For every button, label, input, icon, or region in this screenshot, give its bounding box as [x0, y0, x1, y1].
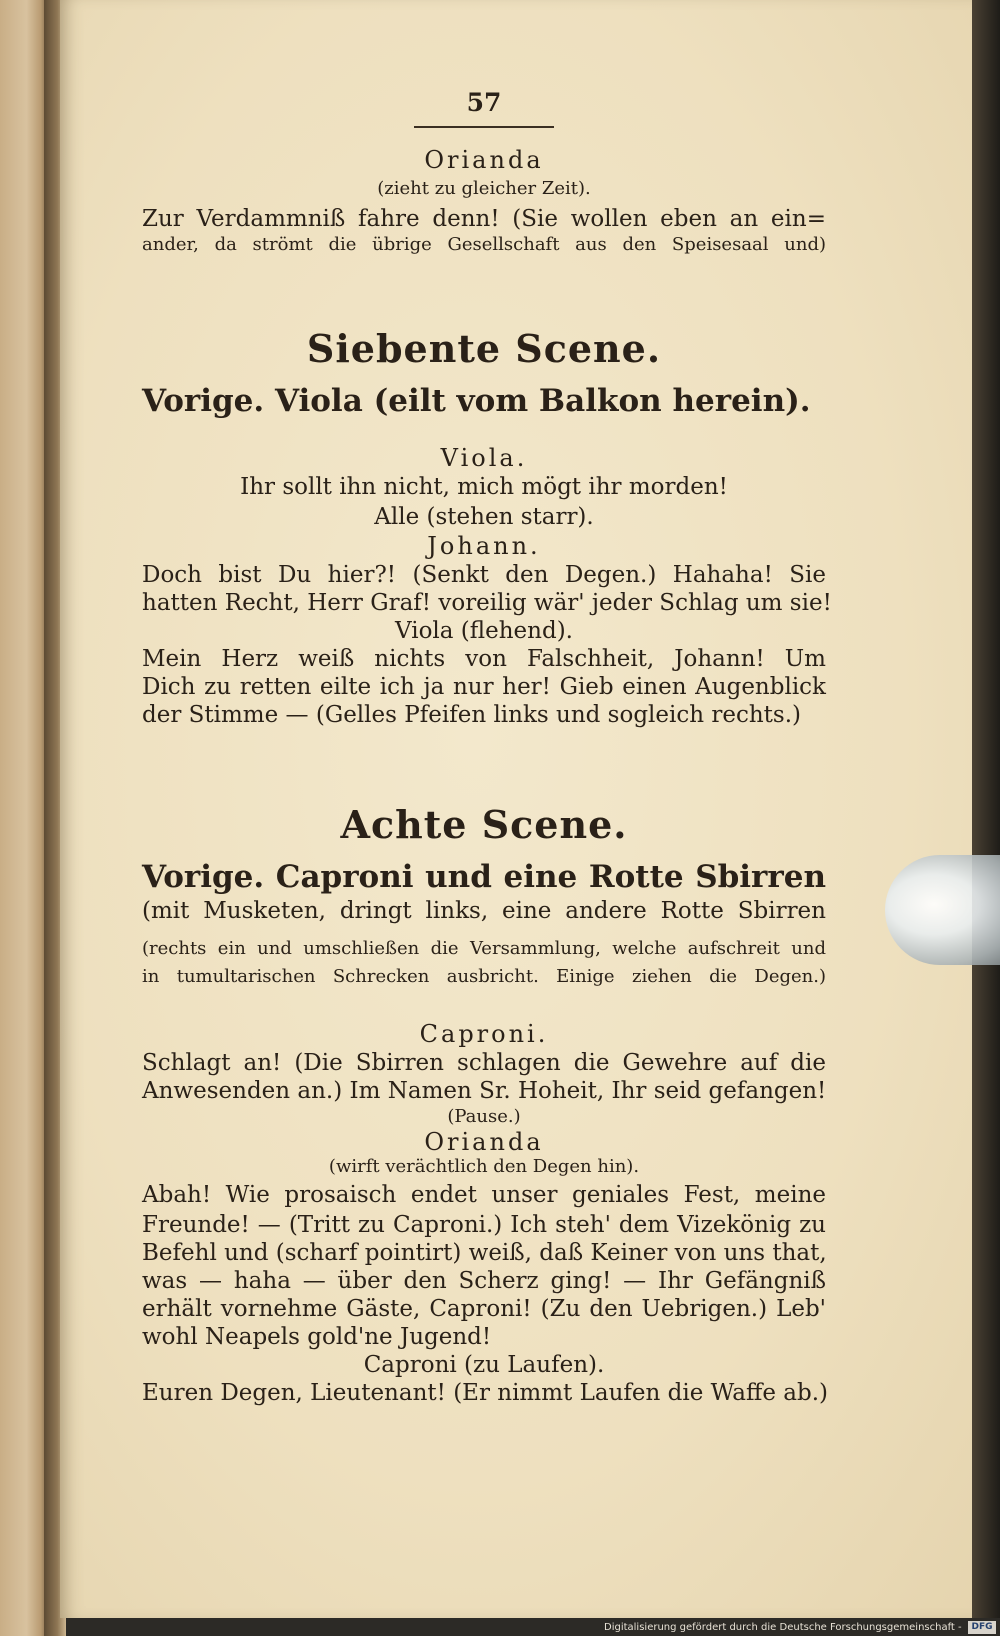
text-line: Zur Verdammniß fahre denn! (Sie wollen eben an ein= — [142, 206, 826, 232]
page-clip — [885, 855, 1000, 965]
text-line: Abah! Wie prosaisch endet unser geniales Fest, meine — [142, 1182, 826, 1208]
text-line: der Stimme — (Gelles Pfeifen links und sogleich rechts.) — [142, 702, 802, 728]
text-line: Dich zu retten eilte ich ja nur her! Gieb einen Augenblick — [142, 674, 826, 700]
text-line: Anwesenden an.) Im Namen Sr. Hoheit, Ihr seid gefangen! — [142, 1078, 827, 1104]
text-line: erhält vornehme Gäste, Caproni! (Zu den Uebrigen.) Leb' — [142, 1296, 826, 1322]
text-line: Viola. — [440, 444, 528, 472]
text-line: was — haha — über den Scherz ging! — Ihr Gefängniß — [142, 1268, 826, 1294]
text-line: (mit Musketen, dringt links, eine andere Rotte Sbirren — [142, 898, 826, 924]
text-line: Achte Scene. — [340, 802, 628, 847]
text-line: Euren Degen, Lieutenant! (Er nimmt Laufen die Waffe ab.) — [142, 1380, 828, 1406]
text-line: (Pause.) — [447, 1106, 521, 1127]
footer-credit: Digitalisierung gefördert durch die Deutsche Forschungsgemeinschaft - — [604, 1622, 962, 1633]
text-line: in tumultarischen Schrecken ausbricht. Einige ziehen die Degen.) — [142, 966, 826, 987]
dfg-logo: DFG — [968, 1621, 996, 1634]
text-line: Siebente Scene. — [306, 326, 662, 371]
text-line: Orianda — [424, 1128, 544, 1156]
text-line: hatten Recht, Herr Graf! voreilig wär' jeder Schlag um sie! — [142, 590, 832, 616]
text-line: Schlagt an! (Die Sbirren schlagen die Gewehre auf die — [142, 1050, 826, 1076]
text-line: Befehl und (scharf pointirt) weiß, daß Keiner von uns that, — [142, 1240, 827, 1266]
text-line: Ihr sollt ihn nicht, mich mögt ihr morden! — [240, 474, 728, 500]
text-line: Orianda — [424, 146, 544, 174]
text-line: Freunde! — (Tritt zu Caproni.) Ich steh' dem Vizekönig zu — [142, 1212, 826, 1238]
text-line: Alle (stehen starr). — [374, 504, 594, 530]
text-line: Vorige. Caproni und eine Rotte Sbirren — [142, 859, 826, 895]
text-line: Caproni (zu Laufen). — [363, 1352, 605, 1378]
text-line: Viola (flehend). — [395, 618, 573, 644]
text-line: Caproni. — [419, 1020, 549, 1048]
page-number: 57 — [466, 88, 502, 117]
text-line: Johann. — [427, 532, 541, 560]
header-rule — [414, 126, 554, 128]
text-line: ander, da strömt die übrige Gesellschaft aus den Speisesaal und) — [142, 234, 826, 255]
text-line: Mein Herz weiß nichts von Falschheit, Johann! Um — [142, 646, 826, 672]
text-line: (wirft verächtlich den Degen hin). — [328, 1156, 640, 1177]
text-line: (zieht zu gleicher Zeit). — [377, 178, 591, 199]
page-edge-shadow — [972, 0, 1000, 1618]
text-line: (rechts ein und umschließen die Versammlung, welche aufschreit und — [142, 938, 826, 959]
left-page-edge — [0, 0, 48, 1636]
text-line: Vorige. Viola (eilt vom Balkon herein). — [142, 383, 811, 419]
text-line: Doch bist Du hier?! (Senkt den Degen.) Hahaha! Sie — [142, 562, 826, 588]
text-line: wohl Neapels gold'ne Jugend! — [142, 1324, 492, 1350]
